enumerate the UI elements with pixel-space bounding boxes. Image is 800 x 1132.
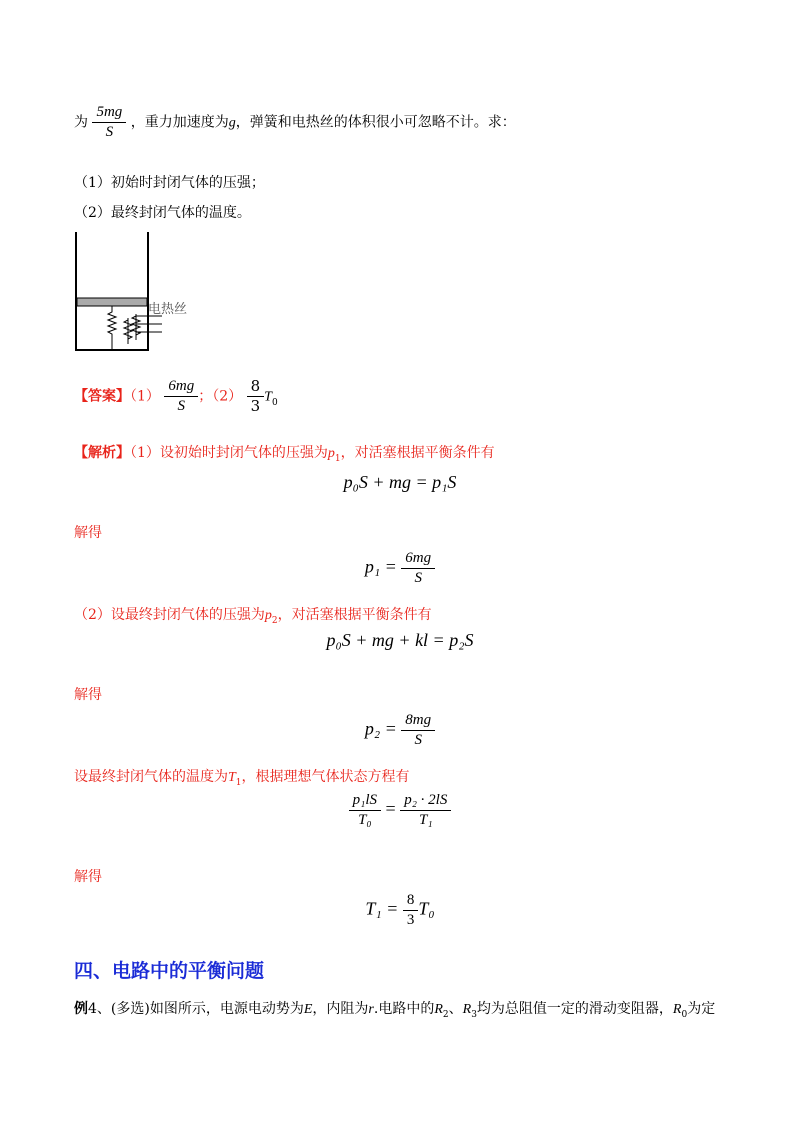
example-R3: R (462, 1002, 472, 1017)
analysis-line3-text: 设最终封闭气体的温度为 (74, 769, 228, 785)
equation-5-right-den: T₁ (400, 810, 451, 829)
solve-label-3: 解得 (74, 869, 102, 885)
solve-label-1: 解得 (74, 525, 102, 541)
equation-5-left-den: T₀ (349, 810, 381, 829)
answer-2-num: 8 (250, 377, 261, 395)
example-num: 4、 (88, 1001, 111, 1017)
example-text-a: 如图所示，电源电动势为 (149, 1001, 304, 1017)
example-r: r (368, 1002, 374, 1017)
example-text-b: ，内阻为 (312, 1001, 369, 1017)
equation-2-lhs: p₁ = (364, 556, 397, 577)
piston (77, 298, 147, 306)
equation-4-den: S (401, 730, 435, 749)
equation-6-num: 8 (406, 892, 415, 908)
analysis-line1-sub: 1 (334, 454, 341, 464)
example-R3-sub: 3 (471, 1010, 477, 1020)
example-text-d: 均为总阻值一定的滑动变阻器， (476, 1001, 673, 1017)
analysis-line-1 (74, 442, 495, 462)
analysis-line3-end: ，根据理想气体状态方程有 (241, 769, 410, 785)
equation-2 (0, 550, 800, 587)
heater-label: 电热丝 (148, 302, 188, 317)
answer-line (74, 378, 278, 415)
equation-5-left-num: p₁lS (352, 792, 378, 808)
equation-2-fraction (403, 550, 433, 587)
equation-6-T: T₀ (418, 898, 435, 919)
equation-4-num: 8mg (405, 712, 432, 728)
intro-frac-den: S (92, 122, 126, 141)
equation-5-right-num: p₂ · 2lS (404, 792, 448, 808)
spring-icon (108, 306, 116, 349)
example-label: 例 (74, 1001, 88, 1017)
example-line (74, 998, 715, 1018)
equation-6-lhs: T₁ = (365, 898, 399, 919)
example-R0: R (672, 1002, 682, 1017)
solve-label-2: 解得 (74, 687, 102, 703)
analysis-line3-var: T (228, 770, 236, 785)
example-text-e: 为定 (687, 1001, 716, 1017)
intro-g: g (228, 115, 236, 131)
equation-2-num: 6mg (405, 550, 432, 566)
analysis-line1-text: （1）设初始时封闭气体的压强为 (130, 445, 328, 461)
intro-frac-num: 5mg (96, 104, 123, 120)
answer-sep: ； (198, 388, 213, 405)
answer-2-sub: 0 (271, 397, 278, 408)
example-R2-sub: 2 (442, 1010, 449, 1020)
answer-p2: （2） (212, 388, 243, 405)
answer-2-fraction (249, 378, 263, 415)
equation-6 (0, 892, 800, 929)
example-tag: (多选) (110, 1001, 150, 1017)
analysis-line-3 (74, 766, 410, 786)
heater-wire-icon (124, 314, 162, 344)
analysis-line1-end: ，对活塞根据平衡条件有 (340, 445, 495, 461)
answer-1-fraction (166, 378, 196, 415)
answer-2-T: T (264, 389, 272, 405)
intro-suffix-b: ，弹簧和电热丝的体积很小可忽略不计。求： (235, 114, 516, 131)
intro-fraction (94, 104, 124, 141)
equation-5-left-fraction (351, 792, 379, 829)
example-R0-sub: 0 (681, 1010, 688, 1020)
answer-1-den: S (164, 396, 198, 415)
answer-tag: 【答案】 (74, 388, 130, 405)
analysis-line2-sub: 2 (271, 616, 278, 626)
equation-6-fraction (405, 892, 417, 929)
section-title: 四、电路中的平衡问题 (74, 960, 265, 982)
equation-6-den: 3 (403, 910, 419, 929)
equation-1: p₀S + mg = p₁S (343, 472, 457, 492)
analysis-tag: 【解析】 (74, 445, 130, 461)
intro-prefix: 为 (74, 114, 88, 131)
equation-3: p₀S + mg + kl = p₂S (326, 630, 474, 650)
equation-4 (0, 712, 800, 749)
example-sep: 、 (448, 1001, 463, 1017)
equation-2-den: S (401, 568, 435, 587)
question-1: （1）初始时封闭气体的压强； (74, 175, 265, 191)
example-R2: R (434, 1002, 443, 1017)
analysis-line-2 (74, 604, 432, 624)
intro-suffix-a: ，重力加速度为 (130, 114, 229, 131)
example-E: E (303, 1002, 313, 1017)
answer-p1: （1） (130, 388, 160, 405)
equation-4-lhs: p₂ = (364, 718, 397, 739)
equation-5-right-fraction (402, 792, 449, 829)
analysis-line2-end: ，对活塞根据平衡条件有 (277, 607, 432, 623)
answer-1-num: 6mg (168, 378, 195, 394)
analysis-line3-sub: 1 (235, 778, 242, 788)
cylinder-diagram (70, 232, 200, 354)
analysis-line1-var: p (327, 446, 335, 461)
analysis-line2-var: p (264, 608, 272, 623)
equation-5: $\frac{\text{p₁lS}}{\text{T₀}}$ = $\frac{\text{p₂ · 2lS}}{\text{T₁}}$ (0, 792, 800, 829)
example-text-c: .电路中的 (373, 1001, 435, 1017)
equation-4-fraction (403, 712, 433, 749)
analysis-line2-text: （2）设最终封闭气体的压强为 (74, 607, 265, 623)
answer-2-den: 3 (247, 396, 265, 415)
question-2: （2）最终封闭气体的温度。 (74, 205, 251, 221)
intro-line (74, 104, 516, 141)
